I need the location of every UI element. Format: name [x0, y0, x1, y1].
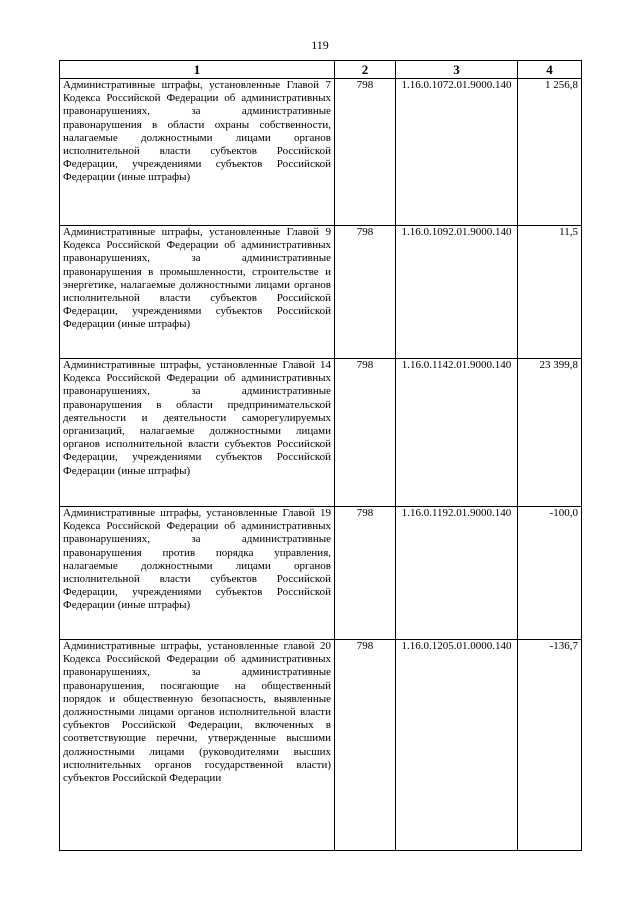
- table-row: [60, 79, 582, 226]
- row-budget-code: 1.16.0.1142.01.9000.140: [396, 359, 518, 507]
- table-row: [60, 359, 582, 507]
- row-admin-code: 798: [335, 640, 396, 851]
- table-row: [60, 640, 582, 851]
- row-amount: 23 399,8: [518, 359, 582, 507]
- row-amount: -136,7: [518, 640, 582, 851]
- row-description: Административные штрафы, установленные Главой 9 Кодекса Российской Федерации об административных правонарушениях, за административные правонарушения в промышленности, строительстве и энергетике, налагаемые должностными лицами органов исполнительной власти субъектов Российской Федерации, учреждениями субъектов Российской Федерации (иные штрафы): [60, 226, 335, 359]
- table-row: [60, 507, 582, 640]
- row-budget-code: 1.16.0.1092.01.9000.140: [396, 226, 518, 359]
- row-admin-code: 798: [335, 359, 396, 507]
- row-description: Административные штрафы, установленные Главой 19 Кодекса Российской Федерации об административных правонарушениях, за административные правонарушения против порядка управления, налагаемые должностными лицами органов исполнительной власти субъектов Российской Федерации, учреждениями субъектов Российской Федерации (иные штрафы): [60, 507, 335, 640]
- row-description: Административные штрафы, установленные Главой 14 Кодекса Российской Федерации об административных правонарушениях, за административные правонарушения в области предпринимательской деятельности и деятельности саморегулируемых организаций, налагаемые должностными лицами органов исполнительной власти субъектов Российской Федерации, учреждениями субъектов Российской Федерации (иные штрафы): [60, 359, 335, 507]
- row-budget-code: 1.16.0.1205.01.0000.140: [396, 640, 518, 851]
- header-col-4: 4: [518, 61, 582, 79]
- header-col-1: 1: [60, 61, 335, 79]
- row-description: Административные штрафы, установленные Главой 7 Кодекса Российской Федерации об административных правонарушениях, за административные правонарушения в области охраны собственности, налагаемые должностными лицами органов исполнительной власти субъектов Российской Федерации, учреждениями субъектов Российской Федерации (иные штрафы): [60, 79, 335, 226]
- table-body: [60, 79, 582, 851]
- row-budget-code: 1.16.0.1192.01.9000.140: [396, 507, 518, 640]
- row-admin-code: 798: [335, 79, 396, 226]
- table-header: [60, 61, 582, 79]
- budget-table: [59, 60, 582, 851]
- header-row: [60, 61, 582, 79]
- page-number: 119: [311, 38, 329, 52]
- header-col-2: 2: [335, 61, 396, 79]
- row-description: Административные штрафы, установленные главой 20 Кодекса Российской Федерации об административных правонарушениях, за административные правонарушения, посягающие на общественный порядок и общественную безопасность, выявленные должностными лицами органов исполнительной власти субъектов Российской Федерации, включенных в соответствующие перечни, утвержденные высшими должностными лицами (руководителями высших исполнительных органов государственной власти) субъектов Российской Федерации: [60, 640, 335, 851]
- row-amount: 1 256,8: [518, 79, 582, 226]
- row-amount: 11,5: [518, 226, 582, 359]
- row-amount: -100,0: [518, 507, 582, 640]
- header-col-3: 3: [396, 61, 518, 79]
- row-admin-code: 798: [335, 226, 396, 359]
- table-row: [60, 226, 582, 359]
- row-admin-code: 798: [335, 507, 396, 640]
- row-budget-code: 1.16.0.1072.01.9000.140: [396, 79, 518, 226]
